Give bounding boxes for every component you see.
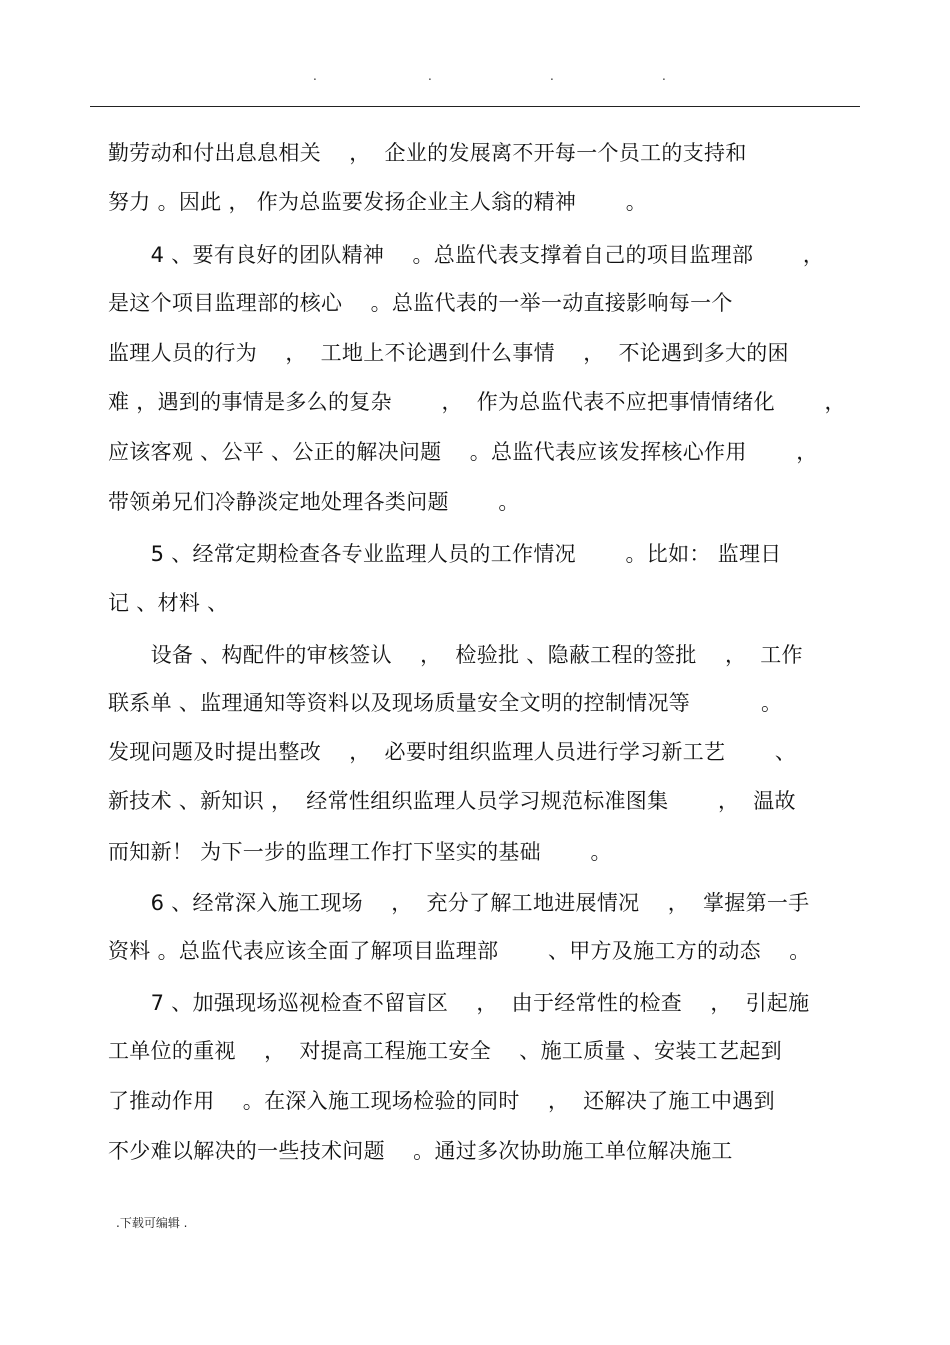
text-line: 资料 。总监代表应该全面了解项目监理部 、甲方及施工方的动态 。 xyxy=(108,939,811,963)
text-line: 而知新！ 为下一步的监理工作打下坚实的基础 。 xyxy=(108,840,612,864)
header-dot: . xyxy=(313,69,317,83)
text-line: 难 ，遇到的事情是多么的复杂 ， 作为总监代表不应把事情情绪化 ， xyxy=(108,390,846,414)
text-line: 联系单 、监理通知等资料以及现场质量安全文明的控制情况等 。 xyxy=(108,691,783,715)
text-line: 应该客观 、公平 、公正的解决问题 。总监代表应该发挥核心作用 ， xyxy=(108,440,818,464)
text-line: 监理人员的行为 ， 工地上不论遇到什么事情 ， 不论遇到多大的困 xyxy=(108,341,789,365)
text-line: 新技术 、新知识 ， 经常性组织监理人员学习规范标准图集 ， 温故 xyxy=(108,789,796,813)
text-line: 带领弟兄们冷静淡定地处理各类问题 。 xyxy=(108,490,520,514)
header-dots xyxy=(0,70,950,90)
text-line: 工单位的重视 ， 对提高工程施工安全 、施工质量 、安装工艺起到 xyxy=(108,1039,782,1063)
header-dot: . xyxy=(550,69,554,83)
text-line: 勤劳动和付出息息相关 ， 企业的发展离不开每一个员工的支持和 xyxy=(108,141,747,165)
text-line: 6 、经常深入施工现场 ， 充分了解工地进展情况 ， 掌握第一手 xyxy=(108,891,810,915)
text-line: 了推动作用 。在深入施工现场检验的同时 ， 还解决了施工中遇到 xyxy=(108,1089,775,1113)
text-line: 发现问题及时提出整改 ， 必要时组织监理人员进行学习新工艺 、 xyxy=(108,740,797,764)
text-line: 记 、材料 、 xyxy=(108,591,229,615)
text-line: 4 、要有良好的团队精神 。总监代表支撑着自己的项目监理部 ， xyxy=(108,243,825,267)
text-line: 努力 。因此 ， 作为总监要发扬企业主人翁的精神 。 xyxy=(108,190,648,214)
text-line: 5 、经常定期检查各专业监理人员的工作情况 。比如： 监理日 xyxy=(108,542,782,566)
text-line: 设备 、构配件的审核签认 ， 检验批 、隐蔽工程的签批 ， 工作 xyxy=(108,643,803,667)
text-line: 不少难以解决的一些技术问题 。通过多次协助施工单位解决施工 xyxy=(108,1139,733,1163)
header-dot: . xyxy=(428,69,432,83)
footer-note: .下载可编辑 . xyxy=(116,1216,188,1230)
header-dot: . xyxy=(662,69,666,83)
text-line: 7 、加强现场巡视检查不留盲区 ， 由于经常性的检查 ， 引起施 xyxy=(108,991,810,1015)
header-rule xyxy=(90,106,860,107)
text-line: 是这个项目监理部的核心 。总监代表的一举一动直接影响每一个 xyxy=(108,291,733,315)
